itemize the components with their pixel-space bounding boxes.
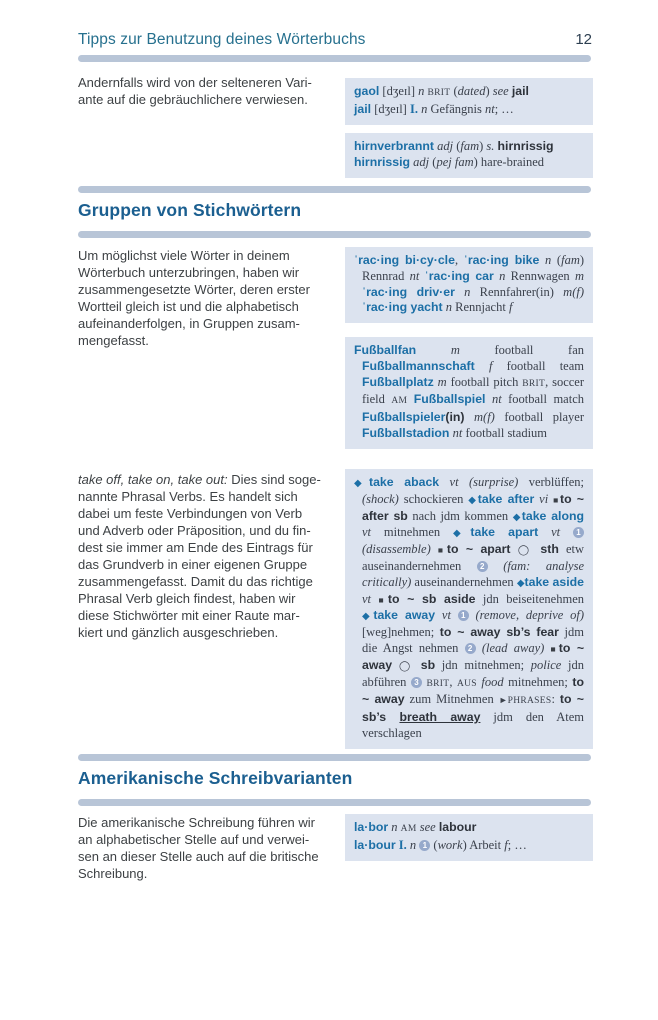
paragraph-groups: Um möglichst viele Wörter in deinem Wörterbuch unterzubringen, haben wir zusammengesetzte Wörter, deren erster Wortteil gleich ist und die alphabetisch aufeinanderfolgen, in Gruppen zusam- mengefasst. [78,248,310,348]
example-box-take: ◆take aback vt (surprise) verblüffen; (shock) schockieren ◆take after vi ■to ~ after sb nach jdm kommen ◆take along vt mitnehmen ◆take apart vt 1 (disassemble) ■to ~ apart ◯ sth etw auseinandernehmen 2 (fam: analyse critically) auseinandernehmen ◆take aside vt ■to ~ sb aside jdn beiseitenehmen ◆take away vt 1 (remove, deprive of) [weg]nehmen; to ~ away sb’s fear jdm die Angst nehmen 2 (lead away) ■to ~ away ◯ sb jdn mitnehmen; police jdn abführen 3 BRIT, AUS food mitnehmen; to ~ away zum Mitnehmen ►PHRASES: to ~ sb’s breath away jdm den Atem verschlagen [345,469,593,749]
dict-entry-labour: la·bour I. n 1 (work) Arbeit f; … [354,837,527,852]
section-divider-bar [78,186,591,193]
dict-entry-jail: jail [dʒeɪl] I. n Gefängnis nt; … [354,101,514,116]
dict-entry-hirnverbrannt: hirnverbrannt adj (fam) s. hirnrissig [354,139,554,153]
page-header-title: Tipps zur Benutzung deines Wörterbuchs [78,31,366,48]
example-box-hirnverbrannt [345,133,593,178]
example-box-fussball: Fußballfan m football fan Fußballmannschaft f football team Fußballplatz m football pitch BRIT, soccer field AM Fußballspiel nt football match Fußballspieler(in) m(f) football player Fußballstadion nt football stadium [345,337,593,449]
example-box-gaol-jail [345,78,593,125]
dict-entry-labor: la·bor n AM see labour [354,820,477,834]
section-heading-american: Amerikanische Schreibvarianten [78,768,353,788]
example-box-racing: ˈrac·ing bi·cy·cle, ˈrac·ing bike n (fam) Rennrad nt ˈrac·ing car n Rennwagen m ˈrac·ing driv·er n Rennfahrer(in) m(f) ˈrac·ing yacht n Rennjacht f [345,247,593,323]
section-divider-bar [78,799,591,806]
section-divider-bar [78,754,591,761]
example-box-labor [345,814,593,861]
page-number: 12 [575,31,592,48]
header-divider-bar [78,55,591,62]
section-heading-groups: Gruppen von Stichwörtern [78,200,302,220]
dict-entry-hirnrissig: hirnrissig adj (pej fam) hare-brained [354,154,545,169]
dict-entry-gaol: gaol [dʒeɪl] n BRIT (dated) see jail [354,84,529,98]
paragraph-phrasal-verbs: take off, take on, take out: Dies sind soge- nannte Phrasal Verbs. Es handelt sich dabei um feste Verbindungen von Verb und Adverb oder Präposition, und du fin- dest sie immer am Ende des Eintrags für das Grundverb in einer eigenen Gruppe zusammengefasst. Damit du das richtige Phrasal Verb gleich findest, haben wir diese Stichwörter mit einer Raute mar- kiert und gänzlich ausgeschrieben. [78,472,321,640]
paragraph-american: Die amerikanische Schreibung führen wir an alphabetischer Stelle auf und verwei- sen an dieser Stelle auch auf die britische Schreibung. [78,815,319,881]
paragraph-intro: Andernfalls wird von der selteneren Vari- ante auf die gebräuchlichere verwiesen. [78,75,312,107]
section-divider-bar [78,231,591,238]
